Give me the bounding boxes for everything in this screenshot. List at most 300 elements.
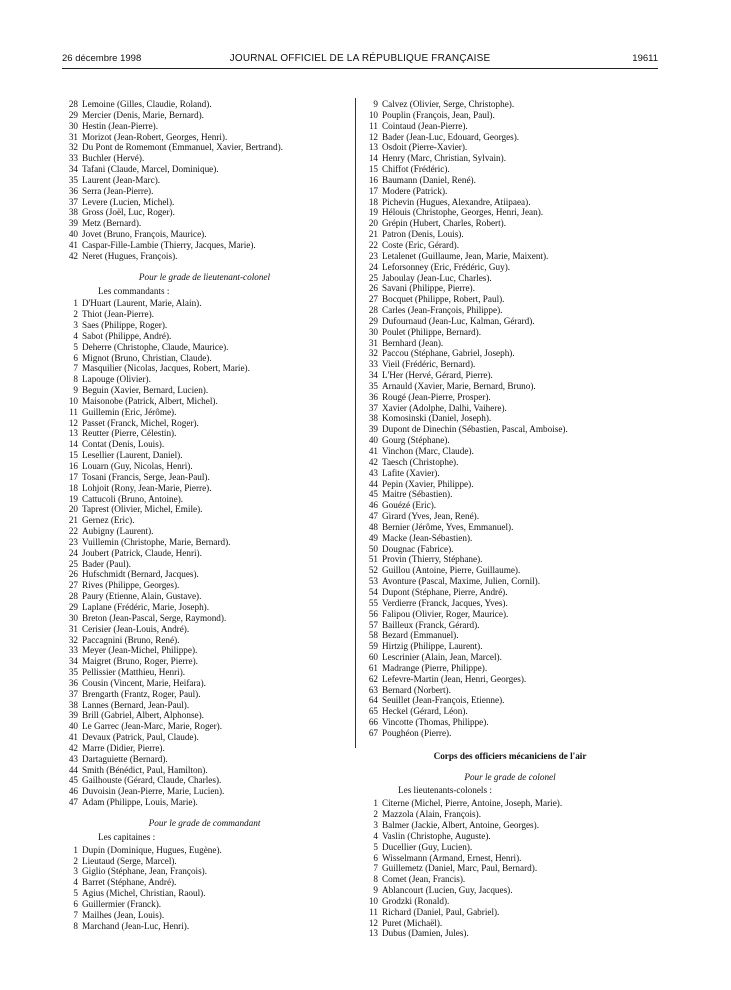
item-name: Metz (Bernard). — [82, 218, 142, 229]
list-item — [362, 229, 658, 240]
list-item — [62, 910, 347, 921]
item-number: 23 — [68, 536, 78, 547]
item-number: 24 — [368, 261, 378, 272]
item-name: Bocquet (Philippe, Robert, Paul). — [382, 294, 505, 305]
item-number: 29 — [368, 315, 378, 326]
list-item — [362, 918, 658, 929]
list-item — [362, 630, 658, 641]
list-item — [362, 533, 658, 544]
list-item — [362, 479, 658, 490]
item-name: Cattucoli (Bruno, Antoine). — [82, 493, 184, 504]
item-name: Lesellier (Laurent, Daniel). — [82, 450, 183, 461]
item-number: 17 — [368, 185, 378, 196]
list-item — [62, 689, 347, 700]
list-item — [62, 483, 347, 494]
list-item — [62, 309, 347, 320]
list-item — [362, 885, 658, 896]
item-number: 29 — [68, 601, 78, 612]
list-item — [362, 500, 658, 511]
item-name: Guillemin (Eric, Jérôme). — [82, 406, 177, 417]
list-item — [362, 598, 658, 609]
item-name: Jovet (Bruno, François, Maurice). — [82, 229, 207, 240]
list-item — [62, 240, 347, 251]
list-d — [362, 99, 658, 739]
item-name: Joubert (Patrick, Claude, Henri). — [82, 547, 202, 558]
item-name: Richard (Daniel, Paul, Gabriel). — [382, 906, 500, 917]
item-number: 34 — [68, 656, 78, 667]
list-item — [62, 635, 347, 646]
list-item — [362, 554, 658, 565]
list-item — [362, 142, 658, 153]
list-item — [362, 316, 658, 327]
item-name: Gouézé (Eric). — [382, 500, 437, 511]
item-number: 21 — [68, 515, 78, 526]
item-name: Dupin (Dominique, Hugues, Eugène). — [82, 844, 222, 855]
list-item — [362, 348, 658, 359]
list-item — [362, 820, 658, 831]
item-number: 36 — [368, 391, 378, 402]
header-page-number: 19611 — [632, 53, 658, 64]
item-name: Calvez (Olivier, Serge, Christophe). — [382, 99, 515, 109]
item-name: Dougnac (Fabrice). — [382, 543, 454, 554]
list-item — [62, 613, 347, 624]
item-number: 19 — [68, 493, 78, 504]
item-number: 10 — [68, 395, 78, 406]
item-name: Savani (Philippe, Pierre). — [382, 283, 475, 294]
item-name: Seuillet (Jean-François, Etienne). — [382, 695, 505, 706]
list-item — [62, 537, 347, 548]
item-number: 15 — [368, 164, 378, 175]
item-number: 3 — [73, 320, 78, 331]
list-item — [362, 435, 658, 446]
item-number: 14 — [68, 439, 78, 450]
item-name: Provin (Thierry, Stéphane). — [382, 554, 483, 565]
list-item — [362, 197, 658, 208]
list-item — [362, 305, 658, 316]
item-name: Bernard (Norbert). — [382, 684, 451, 695]
list-item — [362, 294, 658, 305]
list-item — [362, 874, 658, 885]
item-number: 37 — [68, 688, 78, 699]
item-name: Brill (Gabriel, Albert, Alphonse). — [82, 710, 204, 721]
right-column — [362, 99, 658, 939]
item-number: 28 — [68, 99, 78, 109]
item-name: Tosani (Francis, Serge, Jean-Paul). — [82, 471, 210, 482]
item-number: 40 — [368, 435, 378, 446]
item-name: Louarn (Guy, Nicolas, Henri). — [82, 461, 193, 471]
item-name: Brengarth (Frantz, Roger, Paul). — [82, 688, 201, 699]
section-heading: Pour le grade de commandant — [148, 818, 261, 828]
item-name: Comet (Jean, Francis). — [382, 874, 466, 885]
item-number: 36 — [68, 185, 78, 196]
item-name: Madrange (Pierre, Philippe). — [382, 662, 488, 673]
item-name: Guillemetz (Daniel, Marc, Paul, Bernard). — [382, 863, 538, 874]
item-name: Girard (Yves, Jean, René). — [382, 511, 480, 522]
item-name: Du Pont de Romemont (Emmanuel, Xavier, Bertrand). — [82, 142, 283, 153]
item-number: 13 — [68, 428, 78, 439]
item-number: 13 — [368, 142, 378, 153]
list-item — [362, 620, 658, 631]
item-number: 31 — [68, 623, 78, 634]
list-item — [62, 515, 347, 526]
list-item — [62, 580, 347, 591]
list-item — [362, 863, 658, 874]
list-item — [362, 706, 658, 717]
list-item — [62, 921, 347, 932]
list-item — [62, 363, 347, 374]
item-number: 12 — [368, 917, 378, 928]
item-name: Paury (Etienne, Alain, Gustave). — [82, 591, 202, 602]
item-number: 46 — [68, 786, 78, 797]
list-item — [62, 754, 347, 765]
list-b — [62, 298, 347, 808]
item-number: 53 — [368, 576, 378, 587]
list-item — [62, 164, 347, 175]
item-number: 18 — [368, 196, 378, 207]
item-name: Mazzola (Alain, François). — [382, 809, 481, 820]
item-number: 17 — [68, 471, 78, 482]
item-number: 16 — [368, 174, 378, 185]
item-name: D'Huart (Laurent, Marie, Alain). — [82, 298, 202, 309]
list-item — [62, 320, 347, 331]
item-number: 41 — [68, 239, 78, 250]
item-number: 41 — [68, 732, 78, 743]
list-item — [362, 489, 658, 500]
item-number: 20 — [368, 218, 378, 229]
item-number: 21 — [368, 229, 378, 240]
item-name: Pichevin (Hugues, Alexandre, Atiipaea). — [382, 196, 531, 207]
list-item — [362, 413, 658, 424]
list-item — [362, 831, 658, 842]
item-number: 9 — [373, 99, 378, 109]
list-item — [362, 522, 658, 533]
item-name: Hélouis (Christophe, Georges, Henri, Jean). — [382, 207, 544, 218]
item-name: Dupont (Stéphane, Pierre, André). — [382, 586, 508, 597]
list-item — [62, 99, 347, 110]
item-number: 26 — [68, 569, 78, 580]
item-name: Marchand (Jean-Luc, Henri). — [82, 920, 190, 931]
list-item — [362, 338, 658, 349]
item-name: Letalenet (Guillaume, Jean, Marie, Maixent). — [382, 250, 549, 261]
item-number: 44 — [368, 478, 378, 489]
item-name: Meyer (Jean-Michel, Philippe). — [82, 645, 198, 656]
list-item — [62, 121, 347, 132]
item-number: 32 — [68, 142, 78, 153]
item-number: 23 — [368, 250, 378, 261]
list-item — [62, 374, 347, 385]
list-item — [62, 153, 347, 164]
item-name: Laurent (Jean-Marc). — [82, 174, 161, 185]
list-item — [62, 298, 347, 309]
item-name: Dupont de Dinechin (Sébastien, Pascal, Amboise). — [382, 424, 568, 435]
item-number: 28 — [368, 305, 378, 316]
list-item — [62, 197, 347, 208]
list-c — [62, 845, 347, 932]
list-item — [62, 472, 347, 483]
item-number: 1 — [73, 844, 78, 855]
item-name: Arnauld (Xavier, Marie, Bernard, Bruno). — [382, 380, 536, 391]
item-number: 59 — [368, 641, 378, 652]
list-item — [362, 728, 658, 739]
item-number: 2 — [73, 309, 78, 320]
item-number: 38 — [368, 413, 378, 424]
item-number: 42 — [68, 742, 78, 753]
item-name: Guillermier (Franck). — [82, 898, 162, 909]
item-name: Poulet (Philippe, Bernard). — [382, 326, 482, 337]
item-name: Mailhes (Jean, Louis). — [82, 909, 165, 920]
item-number: 35 — [68, 174, 78, 185]
list-item — [62, 765, 347, 776]
item-number: 47 — [368, 511, 378, 522]
list-f — [362, 798, 658, 939]
item-name: Lemoine (Gilles, Claudie, Roland). — [82, 99, 212, 109]
list-item — [362, 186, 658, 197]
item-name: Cerisier (Jean-Louis, André). — [82, 623, 190, 634]
list-item — [362, 446, 658, 457]
list-item — [62, 385, 347, 396]
list-item — [62, 591, 347, 602]
item-number: 31 — [68, 131, 78, 142]
list-item — [62, 218, 347, 229]
item-name: Citerne (Michel, Pierre, Antoine, Joseph, Marie). — [382, 798, 563, 809]
item-name: Modere (Patrick). — [382, 185, 448, 196]
item-number: 60 — [368, 652, 378, 663]
item-name: Verdierre (Franck, Jacques, Yves). — [382, 597, 508, 608]
item-name: Wisselmann (Armand, Ernest, Henri). — [382, 852, 522, 863]
list-item — [362, 381, 658, 392]
item-name: Dartaguiette (Bernard). — [82, 753, 168, 764]
item-number: 10 — [368, 109, 378, 120]
item-name: Chiffot (Frédéric). — [382, 164, 450, 175]
item-name: Duvoisin (Jean-Pierre, Marie, Lucien). — [82, 786, 225, 797]
item-name: Lannes (Bernard, Jean-Paul). — [82, 699, 190, 710]
item-number: 5 — [373, 841, 378, 852]
item-number: 33 — [368, 359, 378, 370]
item-name: Baumann (Daniel, René). — [382, 174, 476, 185]
item-number: 37 — [368, 402, 378, 413]
item-name: Vinchon (Marc, Claude). — [382, 446, 474, 456]
item-name: Maigret (Bruno, Roger, Pierre). — [82, 656, 198, 667]
item-name: Pepin (Xavier, Philippe). — [382, 478, 474, 489]
item-number: 39 — [68, 710, 78, 721]
item-number: 56 — [368, 608, 378, 619]
item-name: Maitre (Sébastien). — [382, 489, 453, 500]
item-number: 33 — [68, 153, 78, 164]
item-number: 55 — [368, 597, 378, 608]
item-name: Masquilier (Nicolas, Jacques, Robert, Marie). — [82, 363, 250, 374]
item-name: Barret (Stéphane, André). — [82, 877, 177, 888]
item-name: Hestin (Jean-Pierre). — [82, 120, 159, 131]
list-item — [62, 569, 347, 580]
item-number: 3 — [373, 820, 378, 830]
item-name: Lescrinier (Alain, Jean, Marcel). — [382, 652, 502, 663]
item-number: 3 — [73, 866, 78, 877]
item-name: Puret (Michaël). — [382, 917, 443, 928]
list-item — [362, 809, 658, 820]
list-item — [62, 710, 347, 721]
item-name: Saes (Philippe, Roger). — [82, 320, 168, 331]
item-name: Neret (Hugues, François). — [82, 250, 178, 261]
corps-heading: Corps des officiers mécaniciens de l'air — [433, 750, 587, 761]
item-name: Adam (Philippe, Louis, Marie). — [82, 797, 198, 808]
list-item — [62, 439, 347, 450]
item-number: 22 — [368, 239, 378, 250]
item-number: 30 — [68, 120, 78, 131]
item-name: Cousin (Vincent, Marie, Heifara). — [82, 677, 206, 688]
item-name: Gourg (Stéphane). — [382, 435, 450, 446]
item-number: 66 — [368, 717, 378, 728]
list-item — [362, 153, 658, 164]
item-number: 28 — [68, 591, 78, 602]
list-item — [362, 110, 658, 121]
item-name: Beguin (Xavier, Bernard, Lucien). — [82, 385, 209, 396]
item-name: Rives (Philippe, Georges). — [82, 580, 180, 591]
list-item — [62, 175, 347, 186]
list-item — [62, 856, 347, 867]
list-item — [362, 403, 658, 414]
item-name: Hufschmidt (Bernard, Jacques). — [82, 569, 199, 580]
item-name: Lieutaud (Serge, Marcel). — [82, 855, 177, 866]
item-name: Ablancourt (Lucien, Guy, Jacques). — [382, 885, 513, 896]
item-name: Coste (Eric, Gérard). — [382, 239, 460, 250]
list-item — [362, 641, 658, 652]
item-number: 16 — [68, 461, 78, 471]
item-name: Buchler (Hervé). — [82, 153, 145, 164]
item-number: 8 — [73, 374, 78, 385]
item-name: Aubigny (Laurent). — [82, 526, 154, 537]
item-name: Vaslin (Christophe, Auguste). — [382, 830, 491, 841]
item-name: Gailhouste (Gérard, Claude, Charles). — [82, 775, 222, 786]
list-item — [362, 164, 658, 175]
list-item — [62, 786, 347, 797]
list-item — [62, 656, 347, 667]
item-name: Laplane (Frédéric, Marie, Joseph). — [82, 601, 210, 612]
item-number: 2 — [373, 809, 378, 820]
list-item — [362, 457, 658, 468]
list-item — [62, 494, 347, 505]
item-name: Taprest (Olivier, Michel, Emile). — [82, 504, 203, 515]
item-name: Leforsonney (Eric, Frédéric, Guy). — [382, 261, 511, 272]
item-name: Ducellier (Guy, Lucien). — [382, 841, 473, 852]
item-name: Lafite (Xavier). — [382, 467, 440, 478]
item-number: 9 — [73, 385, 78, 396]
item-name: Lohjoit (Rony, Jean-Marie, Pierre). — [82, 482, 212, 493]
item-number: 5 — [73, 341, 78, 352]
item-name: Morizot (Jean-Robert, Georges, Henri). — [82, 131, 228, 142]
list-item — [362, 853, 658, 864]
item-number: 51 — [368, 554, 378, 565]
list-item — [362, 544, 658, 555]
item-number: 40 — [68, 229, 78, 240]
item-name: Dubus (Damien, Jules). — [382, 928, 469, 939]
item-number: 18 — [68, 482, 78, 493]
list-item — [362, 175, 658, 186]
item-number: 8 — [73, 920, 78, 931]
item-name: Bezard (Emmanuel). — [382, 630, 459, 641]
item-name: Caspar-Fille-Lambie (Thierry, Jacques, Marie). — [82, 239, 256, 250]
item-number: 38 — [68, 207, 78, 218]
list-item — [62, 504, 347, 515]
item-number: 25 — [68, 558, 78, 569]
list-item — [62, 602, 347, 613]
list-item — [362, 928, 658, 939]
list-item — [362, 565, 658, 576]
item-number: 34 — [368, 370, 378, 381]
item-number: 49 — [368, 532, 378, 543]
item-name: Maisonobe (Patrick, Albert, Michel). — [82, 395, 218, 406]
item-number: 29 — [68, 109, 78, 120]
item-name: Mercier (Denis, Marie, Bernard). — [82, 109, 204, 120]
list-item — [62, 450, 347, 461]
item-name: Grépin (Hubert, Charles, Robert). — [382, 218, 506, 229]
list-item — [62, 624, 347, 635]
list-item — [62, 186, 347, 197]
item-number: 9 — [373, 885, 378, 896]
item-number: 36 — [68, 677, 78, 688]
item-number: 12 — [368, 131, 378, 142]
list-item — [362, 663, 658, 674]
item-number: 4 — [373, 830, 378, 841]
item-number: 43 — [68, 753, 78, 764]
list-item — [62, 110, 347, 121]
item-number: 32 — [368, 348, 378, 359]
list-item — [62, 797, 347, 808]
item-number: 19 — [368, 207, 378, 218]
item-name: Gross (Joël, Luc, Roger). — [82, 207, 175, 218]
list-item — [62, 526, 347, 537]
item-name: Breton (Jean-Pascal, Serge, Raymond). — [82, 612, 227, 623]
item-name: Cointaud (Jean-Pierre). — [382, 120, 468, 131]
item-number: 8 — [373, 874, 378, 885]
list-item — [362, 511, 658, 522]
item-number: 34 — [68, 164, 78, 175]
list-item — [62, 888, 347, 899]
item-number: 25 — [368, 272, 378, 283]
item-number: 58 — [368, 630, 378, 641]
item-name: Bailleux (Franck, Gérard). — [382, 619, 480, 630]
item-number: 5 — [73, 888, 78, 899]
list-item — [62, 428, 347, 439]
item-name: Giglio (Stéphane, Jean, François). — [82, 866, 208, 877]
item-number: 12 — [68, 417, 78, 428]
list-item — [62, 678, 347, 689]
item-number: 50 — [368, 543, 378, 554]
item-number: 11 — [369, 906, 378, 917]
item-name: Bernier (Jérôme, Yves, Emmanuel). — [382, 521, 514, 532]
item-name: Komosinski (Daniel, Joseph). — [382, 413, 492, 424]
item-name: Carles (Jean-François, Philippe). — [382, 305, 503, 316]
section-intro: Les commandants : — [98, 285, 170, 296]
item-number: 64 — [368, 695, 378, 706]
item-number: 10 — [368, 895, 378, 906]
item-number: 31 — [368, 337, 378, 348]
item-number: 14 — [368, 153, 378, 164]
item-number: 11 — [69, 406, 78, 417]
list-item — [362, 359, 658, 370]
item-number: 45 — [368, 489, 378, 500]
item-number: 15 — [68, 450, 78, 461]
item-name: Sabot (Philippe, André). — [82, 330, 172, 341]
list-item — [62, 251, 347, 262]
list-item — [62, 396, 347, 407]
list-item — [62, 877, 347, 888]
section-heading: Pour le grade de lieutenant-colonel — [138, 271, 271, 282]
item-name: Mignot (Bruno, Christian, Claude). — [82, 352, 212, 363]
list-item — [62, 775, 347, 786]
item-number: 54 — [368, 586, 378, 597]
item-number: 1 — [373, 798, 378, 809]
list-item — [362, 283, 658, 294]
